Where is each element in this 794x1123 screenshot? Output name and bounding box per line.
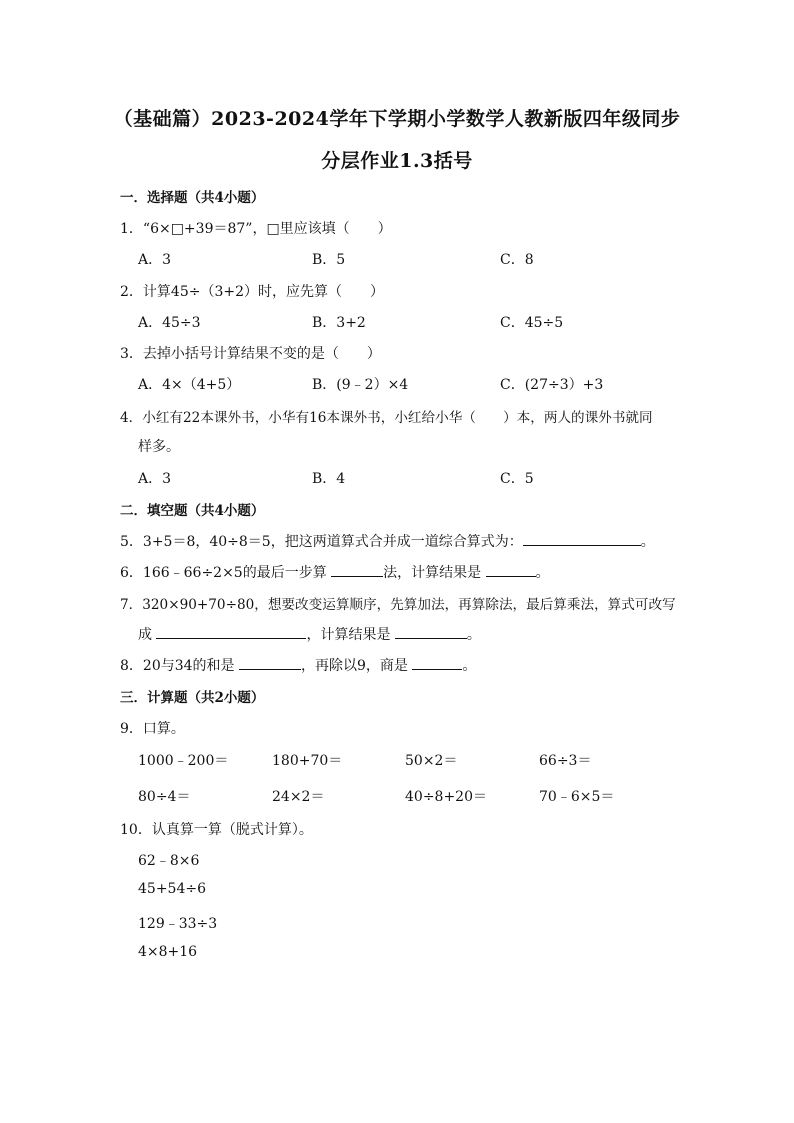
question-6-end: 。 (535, 565, 550, 581)
question-2-stem: 2．计算45÷（3+2）时，应先算（ ） (120, 284, 384, 300)
step-calc-item: 45+54÷6 (138, 881, 206, 897)
answer-blank[interactable] (395, 626, 467, 639)
oral-calc-item: 66÷3＝ (539, 753, 592, 769)
oral-calc-item: 80÷4＝ (138, 789, 191, 805)
question-6-text: 6．166﹣66÷2×5的最后一步算 (120, 565, 327, 581)
question-2-option-b: B．3+2 (312, 315, 366, 331)
question-6 (120, 562, 550, 582)
question-8-mid: ，再除以9，商是 (301, 658, 408, 674)
question-5 (120, 531, 655, 551)
section-heading-choice: 一．选择题（共4小题） (120, 190, 265, 206)
question-8 (120, 655, 476, 675)
question-2-option-a: A．45÷3 (138, 315, 201, 331)
question-5-text: 5．3+5＝8，40÷8＝5，把这两道算式合并成一道综合算式为： (120, 534, 523, 550)
section-heading-fill: 二．填空题（共4小题） (120, 503, 265, 519)
answer-blank[interactable] (156, 626, 306, 639)
answer-blank[interactable] (331, 564, 383, 577)
question-8-end: 。 (462, 658, 477, 674)
step-calc-item: 62﹣8×6 (138, 853, 200, 869)
question-1-option-a: A．3 (138, 252, 172, 268)
section-heading-calc: 三．计算题（共2小题） (120, 690, 265, 706)
oral-calc-item: 24×2＝ (272, 789, 325, 805)
question-4-stem-cont: 样多。 (138, 439, 180, 455)
oral-calc-item: 180+70＝ (272, 753, 343, 769)
oral-calc-item: 70﹣6×5＝ (539, 789, 615, 805)
step-calc-item: 129﹣33÷3 (138, 916, 218, 932)
question-8-text: 8．20与34的和是 (120, 658, 235, 674)
question-9-stem: 9．口算。 (120, 721, 185, 737)
question-3-stem: 3．去掉小括号计算结果不变的是（ ） (120, 346, 381, 362)
question-7-mid: ，计算结果是 (306, 627, 391, 643)
answer-blank[interactable] (523, 533, 641, 546)
page-title-line1: （基础篇）2023-2024学年下学期小学数学人教新版四年级同步 (113, 108, 681, 130)
question-4-stem: 4．小红有22本课外书，小华有16本课外书，小红给小华（ ）本，两人的课外书就同 (120, 410, 653, 426)
question-1-option-b: B．5 (312, 252, 346, 268)
question-7-text2: 成 (138, 627, 152, 643)
question-6-mid: 法，计算结果是 (383, 565, 482, 581)
question-1-stem: 1．“6×□+39＝87”，□里应该填（ ） (120, 221, 392, 237)
question-4-option-a: A．3 (138, 471, 172, 487)
question-1-option-c: C．8 (500, 252, 534, 268)
question-4-option-c: C．5 (500, 471, 534, 487)
question-7-end: 。 (466, 627, 481, 643)
oral-calc-item: 1000﹣200＝ (138, 753, 229, 769)
question-10-stem: 10．认真算一算（脱式计算）。 (120, 822, 313, 838)
answer-blank[interactable] (412, 657, 462, 670)
answer-blank[interactable] (486, 564, 536, 577)
question-5-end: 。 (640, 534, 655, 550)
oral-calc-item: 40÷8+20＝ (405, 789, 487, 805)
question-3-option-b: B．(9﹣2）×4 (312, 377, 409, 393)
question-3-option-a: A．4×（4+5） (138, 377, 241, 393)
question-2-option-c: C．45÷5 (500, 315, 564, 331)
question-4-option-b: B．4 (312, 471, 346, 487)
question-7-cont (138, 624, 481, 644)
question-7-text: 7．320×90+70÷80，想要改变运算顺序，先算加法，再算除法，最后算乘法，算式可改写 (120, 597, 676, 613)
page-title-line2: 分层作业1.3括号 (321, 150, 473, 172)
oral-calc-item: 50×2＝ (405, 753, 458, 769)
question-3-option-c: C．(27÷3）+3 (500, 377, 604, 393)
answer-blank[interactable] (239, 657, 301, 670)
step-calc-item: 4×8+16 (138, 944, 198, 960)
